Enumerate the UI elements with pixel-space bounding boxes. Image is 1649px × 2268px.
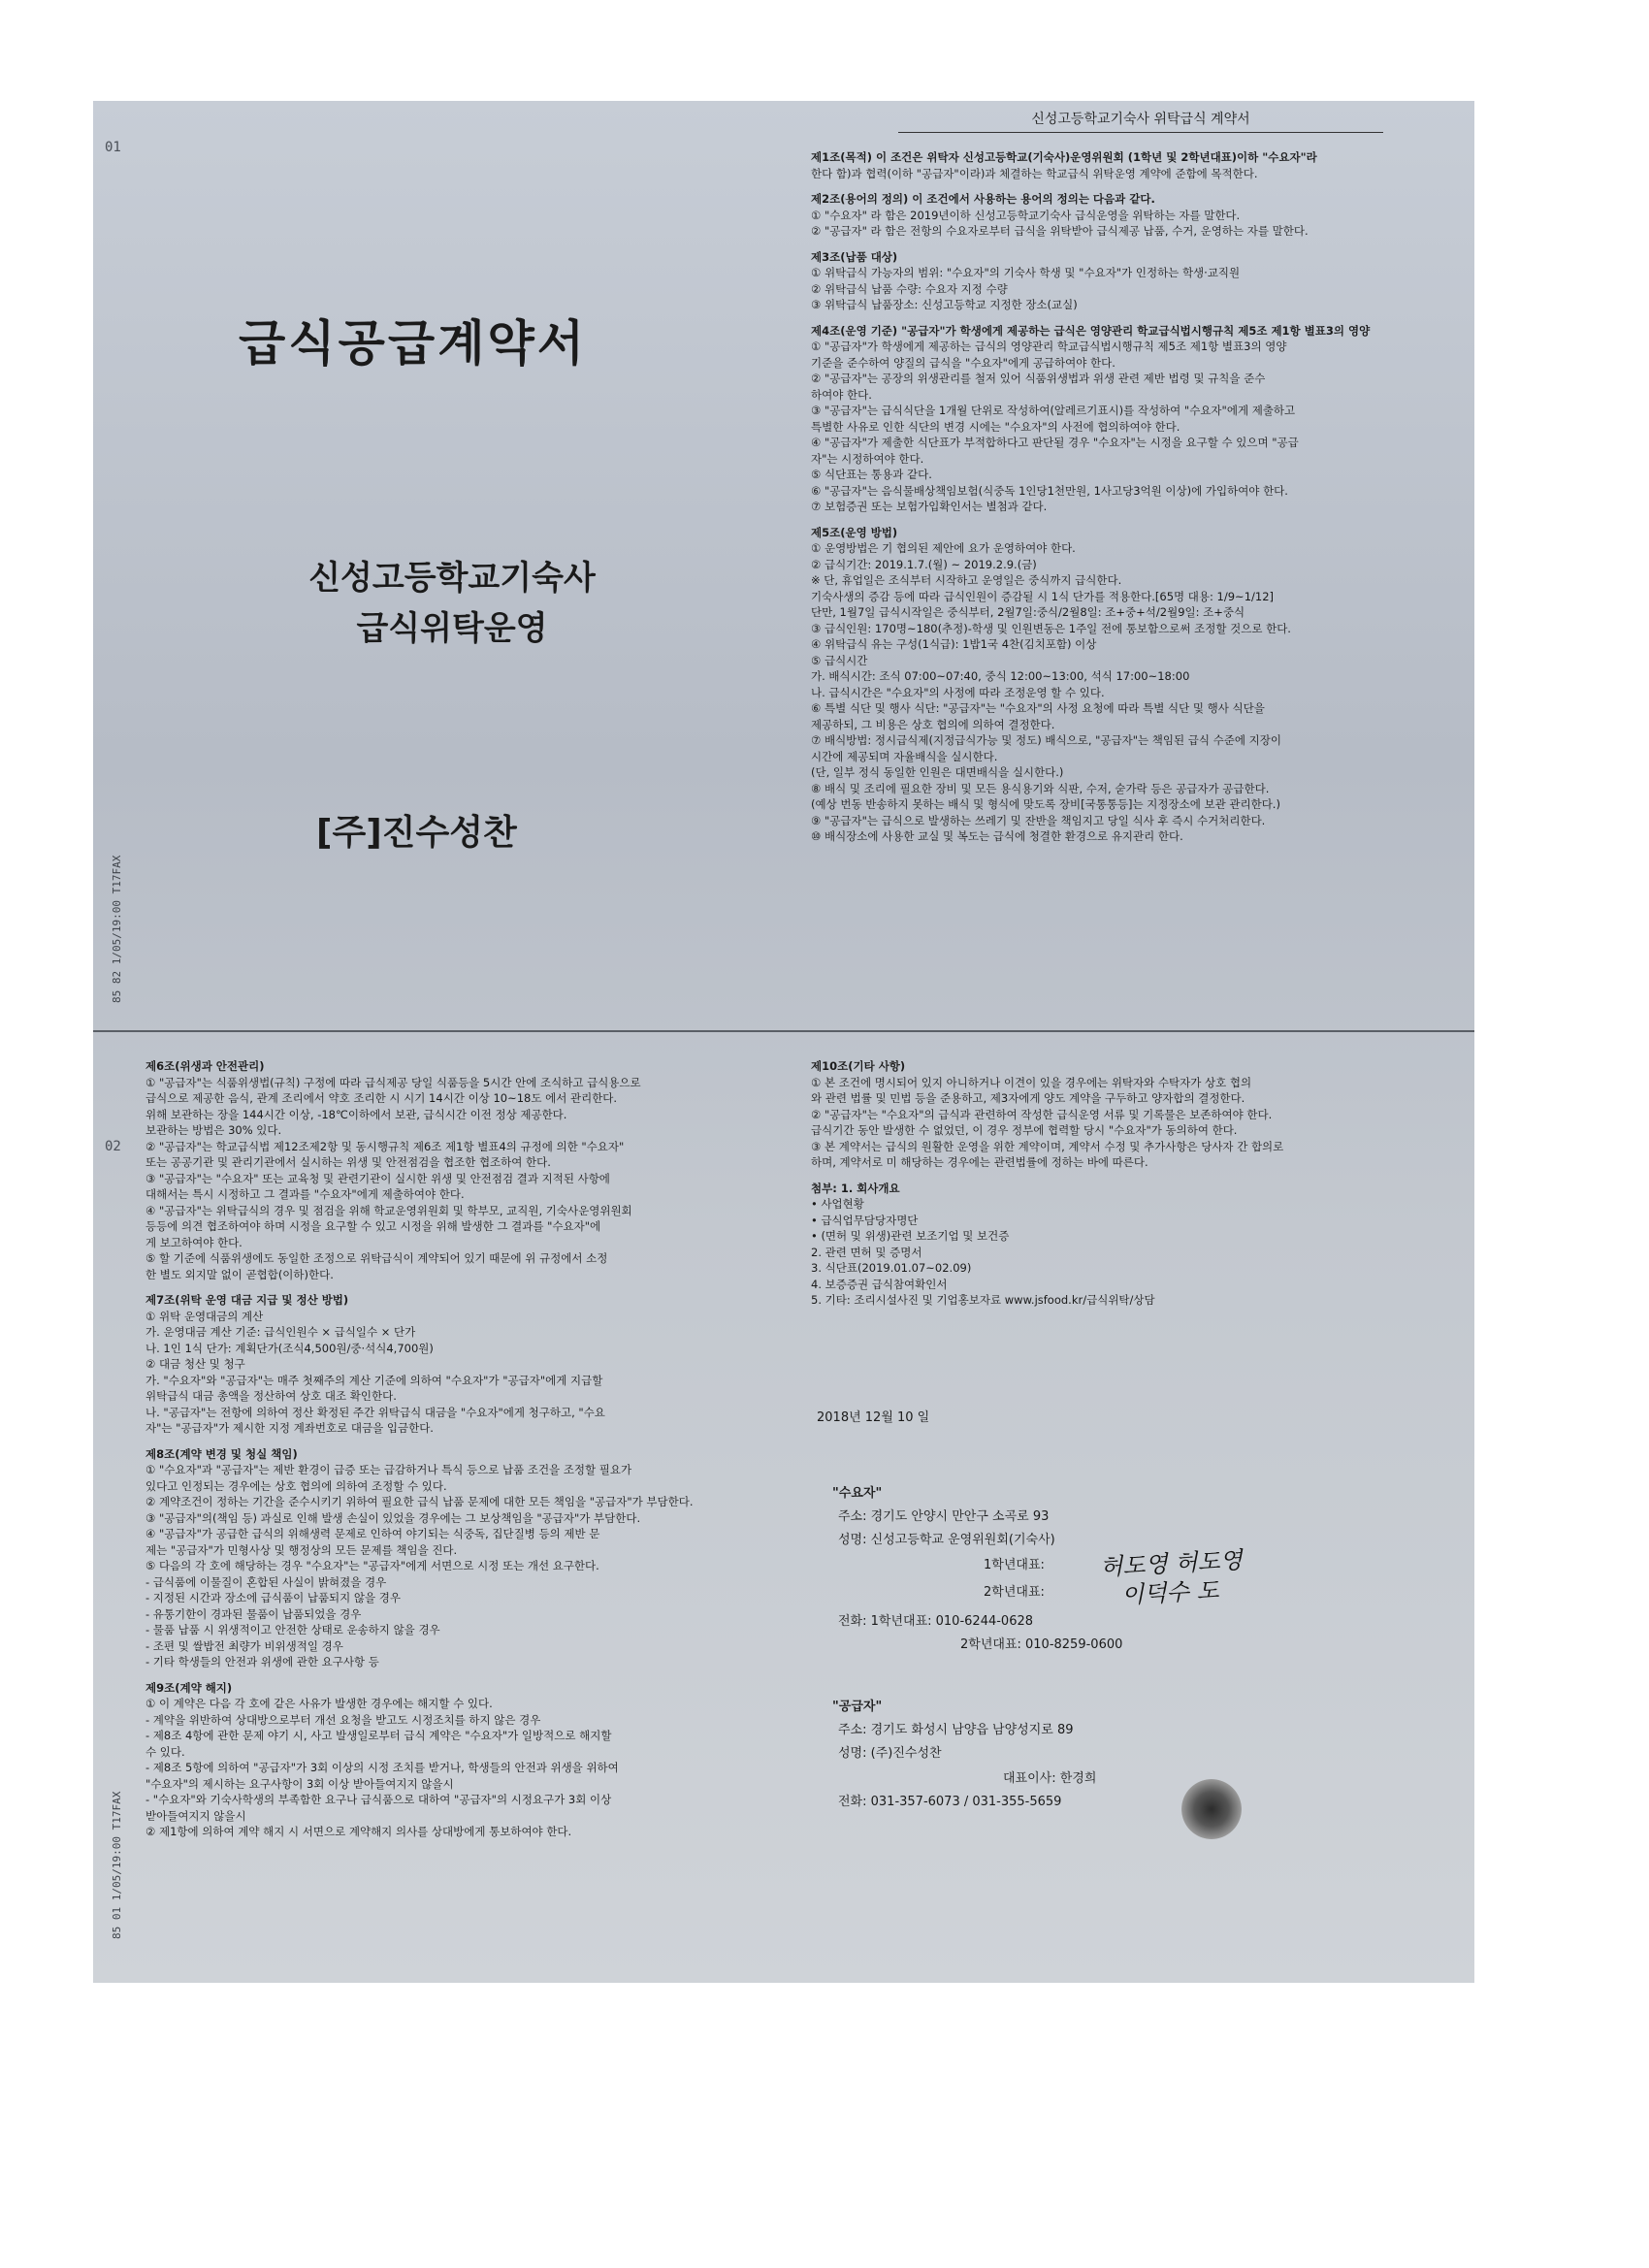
article-line: 가. "수요자"와 "공급자"는 매주 첫째주의 계산 기준에 의하여 "수요자"가 "공급자"에게 지급할 <box>146 1373 603 1387</box>
article-line: 게 보고하여야 한다. <box>146 1235 242 1249</box>
article-line: ② 제1항에 의하여 계약 해지 시 서면으로 계약해지 의사를 상대방에게 통보하여야 한다. <box>146 1825 572 1838</box>
article-line: "수요자"의 제시하는 요구사항이 3회 이상 받아들여지지 않을시 <box>146 1776 454 1791</box>
article-block <box>811 525 1461 845</box>
consumer-rep1-label: 1학년대표: <box>984 1558 1045 1572</box>
article-heading: 첨부: 1. 회사개요 <box>811 1181 900 1195</box>
article-line: ① "공급자"는 식품위생법(규칙) 구정에 따라 급식제공 당일 식품등을 5시간 안에 조식하고 급식용으로 <box>146 1075 641 1089</box>
article-line: - 기타 학생들의 안전과 위생에 관한 요구사항 등 <box>146 1655 379 1669</box>
article-line: 나. 급식시간은 "수요자"의 사정에 따라 조정운영 할 수 있다. <box>811 685 1105 699</box>
article-line: • 급식업무담당자명단 <box>811 1213 919 1227</box>
consumer-phone1: 전화: 1학년대표: 010-6244-0628 <box>838 1614 1034 1629</box>
article-block <box>811 191 1461 240</box>
article-line: 기준을 준수하여 양질의 급식을 "수요자"에게 공급하여야 한다. <box>811 355 1116 370</box>
article-line: 한다 함)과 협력(이하 "공급자"이라)과 체결하는 학교급식 위탁운영 계약에 준함에 목적한다. <box>811 166 1258 180</box>
article-line: ③ "공급자"는 "수요자" 또는 교육청 및 관련기관이 실시한 위생 및 안전점검 결과 지적된 사항에 <box>146 1171 610 1185</box>
article-line: 5. 기타: 조리시설사진 및 기업홍보자료 www.jsfood.kr/급식위탁/상담 <box>811 1293 1155 1307</box>
article-line: 등등에 의견 협조하여야 하며 시정을 요구할 수 있고 시정을 위해 발생한 그 결과를 "수요자"에 <box>146 1219 601 1233</box>
article-line: - 지정된 시간과 장소에 급식품이 납품되지 않을 경우 <box>146 1591 402 1604</box>
contract-bottom-left <box>93 1047 777 1968</box>
article-line: ② "공급자"는 학교급식법 제12조제2항 및 동시행규칙 제6조 제1항 별표4의 규정에 의한 "수요자" <box>146 1139 625 1153</box>
article-heading: 제10조(기타 사항) <box>811 1059 906 1073</box>
article-line: 보관하는 방법은 30% 있다. <box>146 1123 282 1137</box>
article-line: ④ "공급자"가 공급한 급식의 위해생력 문제로 인하여 야기되는 식중독, 집단질병 등의 제반 문 <box>146 1527 600 1540</box>
supplier-address: 주소: 경기도 화성시 남양읍 남양성지로 89 <box>838 1723 1074 1737</box>
article-heading: 제8조(계약 변경 및 청실 책임) <box>146 1446 298 1461</box>
article-line: - 급식품에 이물질이 혼합된 사실이 밝혀졌을 경우 <box>146 1574 387 1589</box>
contract-date: 2018년 12월 10 일 <box>817 1410 930 1425</box>
consumer-rep1-signature: 허도영 허도영 <box>1099 1546 1244 1581</box>
scanned-sheet <box>93 101 1474 1983</box>
article-line: ⑤ 할 기준에 식품위생에도 동일한 조정으로 위탁급식이 계약되어 있기 때문에 위 규정에서 소정 <box>146 1251 608 1265</box>
article-line: 제공하되, 그 비용은 상호 협의에 의하여 결정한다. <box>811 717 1055 731</box>
article-block <box>811 1181 1461 1309</box>
article-line: 가. 운영대금 계산 기준: 급식인원수 × 급식일수 × 단가 <box>146 1325 416 1339</box>
article-line: ① 운영방법은 기 협의된 제안에 요가 운영하여야 한다. <box>811 541 1076 555</box>
article-line: ② 위탁급식 납품 수량: 수요자 지정 수량 <box>811 281 1008 296</box>
article-line: ⑤ 급식시간 <box>811 653 868 667</box>
article-line: ② "공급자" 라 함은 전항의 수요자로부터 급식을 위탁받아 급식제공 납품, 수거, 운영하는 자를 말한다. <box>811 224 1309 238</box>
article-line: 급식으로 제공한 음식, 관계 조리에서 약호 조리한 시 시기 14시간 이상 10~18도 에서 관리한다. <box>146 1091 618 1105</box>
article-line: 와 관련 법률 및 민법 등을 준용하고, 제3자에게 양도 계약을 구두하고 양자합의 결정한다. <box>811 1091 1245 1105</box>
article-line: ⑥ "공급자"는 음식물배상책임보험(식중독 1인당1천만원, 1사고당3억원 이상)에 가입하여야 한다. <box>811 483 1288 498</box>
contract-header: 신성고등학교기숙사 위탁급식 계약서 <box>898 109 1383 133</box>
consumer-rep2-label: 2학년대표: <box>984 1585 1045 1600</box>
article-line: 또는 공공기관 및 관리기관에서 실시하는 위생 및 안전점검을 협조한 협조하여 한다. <box>146 1155 551 1169</box>
cover-subtitle <box>258 553 646 654</box>
article-line: 위탁급식 대금 총액을 정산하여 상호 대조 확인한다. <box>146 1389 397 1403</box>
article-line: ② 급식기간: 2019.1.7.(월) ~ 2019.2.9.(금) <box>811 557 1037 571</box>
article-line: 2. 관련 면허 및 증명서 <box>811 1245 922 1259</box>
article-line: 제는 "공급자"가 민형사상 및 행정상의 모든 문제를 책임을 진다. <box>146 1542 458 1557</box>
article-block <box>146 1446 776 1670</box>
article-block <box>811 149 1461 181</box>
consumer-phone2: 2학년대표: 010-8259-0600 <box>960 1637 1123 1652</box>
article-line: ① "수요자" 라 함은 2019년이하 신성고등학교기숙사 급식운영을 위탁하는 자를 말한다. <box>811 208 1241 222</box>
page-mark-bottom: 02 <box>105 1139 121 1154</box>
article-block <box>811 249 1461 313</box>
article-line: ※ 단, 휴업일은 조식부터 시작하고 운영일은 중식까지 급식한다. <box>811 573 1122 587</box>
article-line: ① 위탁급식 가능자의 범위: "수요자"의 기숙사 학생 및 "수요자"가 인정하는 학생·교직원 <box>811 266 1241 279</box>
article-line: 시간에 제공되며 자율배식을 실시한다. <box>811 749 998 763</box>
article-line: ⑤ 다음의 각 호에 해당하는 경우 "수요자"는 "공급자"에게 서면으로 시정 또는 개선 요구한다. <box>146 1559 599 1572</box>
article-line: • 사업현황 <box>811 1197 864 1211</box>
article-line: 4. 보증증권 급식참여확인서 <box>811 1277 948 1291</box>
sheet-divider <box>93 1030 1474 1032</box>
article-line: 나. "공급자"는 전항에 의하여 정산 확정된 주간 위탁급식 대금을 "수요자"에게 청구하고, "수요 <box>146 1405 605 1419</box>
article-heading: 제5조(운영 방법) <box>811 525 898 539</box>
article-line: 자"는 "공급자"가 제시한 지정 계좌번호로 대금을 입금한다. <box>146 1421 434 1435</box>
article-block <box>811 323 1461 515</box>
supplier-label: "공급자" <box>832 1700 883 1714</box>
article-line: 특별한 사유로 인한 식단의 변경 시에는 "수요자"의 사전에 협의하여야 한다. <box>811 419 1180 434</box>
article-line: 급식기간 동안 발생한 수 없었던, 이 경우 정부에 협력할 당시 "수요자"가 동의하여 한다. <box>811 1123 1238 1137</box>
article-heading: 제3조(납품 대상) <box>811 249 898 264</box>
supplier-name: 성명: (주)진수성찬 <box>838 1746 942 1761</box>
cover-company: [주]진수성찬 <box>316 813 517 853</box>
article-line: ③ 급식인원: 170명~180(추정)-학생 및 인원변동은 1주일 전에 통보함으로써 조정할 것으로 한다. <box>811 621 1291 635</box>
article-line: (예상 번동 반송하지 못하는 배식 및 형식에 맞도록 장비[국통통등]는 지정장소에 보관 관리한다.) <box>811 797 1280 811</box>
article-line: ① 위탁 운영대금의 계산 <box>146 1309 264 1323</box>
article-line: ④ "공급자"가 제출한 식단표가 부적합하다고 판단될 경우 "수요자"는 시정을 요구할 수 있으며 "공급 <box>811 436 1299 449</box>
article-heading: 제7조(위탁 운영 대금 지급 및 정산 방법) <box>146 1293 349 1307</box>
consumer-address: 주소: 경기도 안양시 만안구 소곡로 93 <box>838 1509 1050 1524</box>
cover-title: 급식공급계약서 <box>239 315 588 372</box>
article-line: ⑩ 배식장소에 사용한 교실 및 복도는 급식에 청결한 환경으로 유지관리 한다. <box>811 829 1183 843</box>
articles-1-to-5 <box>811 149 1461 855</box>
article-line: 나. 1인 1식 단가: 계획단가(조식4,500원/중·석식4,700원) <box>146 1341 434 1355</box>
article-line: ④ "공급자"는 위탁급식의 경우 및 점검을 위해 학교운영위원회 및 학부모, 교직원, 기숙사운영위원회 <box>146 1203 632 1217</box>
article-line: ⑥ 특별 식단 및 행사 식단: "공급자"는 "수요자"의 사정 요청에 따라 특별 식단 및 행사 식단을 <box>811 701 1265 715</box>
article-block <box>146 1292 776 1437</box>
article-heading: 제2조(용어의 정의) 이 조건에서 사용하는 용어의 정의는 다음과 같다. <box>811 192 1155 206</box>
article-heading: 제4조(운영 기준) "공급자"가 학생에게 제공하는 급식은 영양관리 학교급식법시행규칙 제5조 제1항 별표3의 영양 <box>811 323 1371 338</box>
article-line: 하여야 한다. <box>811 387 872 402</box>
article-line: ① 본 조건에 명시되어 있지 아니하거나 이견이 있을 경우에는 위탁자와 수탁자가 상호 협의 <box>811 1075 1252 1089</box>
article-line: ③ "공급자"는 급식식단을 1개월 단위로 작성하여(알레르기표시)를 작성하여 "수요자"에게 제출하고 <box>811 404 1296 417</box>
article-line: ② "공급자"는 "수요자"의 급식과 관련하여 작성한 급식운영 서류 및 기록물은 보존하여야 한다. <box>811 1107 1273 1121</box>
consumer-name: 성명: 신성고등학교 운영위원회(기숙사) <box>838 1533 1055 1547</box>
article-block <box>146 1680 776 1840</box>
article-block <box>811 1058 1461 1171</box>
article-line: - 계약을 위반하여 상대방으로부터 개선 요청을 받고도 시정조치를 하지 않은 경우 <box>146 1712 541 1727</box>
article-line: ① 이 계약은 다음 각 호에 같은 사유가 발생한 경우에는 해지할 수 있다. <box>146 1697 493 1710</box>
article-line: 대해서는 특시 시정하고 그 결과를 "수요자"에게 제출하여야 한다. <box>146 1187 465 1201</box>
article-block <box>146 1058 776 1282</box>
article-line: - 제8조 5항에 의하여 "공급자"가 3회 이상의 시정 조치를 받거나, 학생들의 안전과 위생을 위하여 <box>146 1761 619 1774</box>
article-line: • (면허 및 위생)관련 보조기업 및 보건증 <box>811 1229 1010 1243</box>
article-line: ⑨ "공급자"는 급식으로 발생하는 쓰레기 및 잔반을 책임지고 당일 식사 후 즉시 수거처리한다. <box>811 813 1266 827</box>
articles-6-to-9 <box>146 1058 776 1850</box>
article-heading: 제9조(계약 해지) <box>146 1680 233 1695</box>
article-line: ⑦ 보험증권 또는 보험가입확인서는 별첨과 같다. <box>811 500 1048 513</box>
article-line: ⑦ 배식방법: 정시급식제(지정급식가능 및 정도) 배식으로, "공급자"는 책임된 급식 수준에 지장이 <box>811 733 1281 747</box>
article-line: ② 대금 청산 및 청구 <box>146 1357 245 1371</box>
article-line: - "수요자"와 기숙사학생의 부족함한 요구나 급식품으로 대하여 "공급자"의 시정요구가 3회 이상 <box>146 1793 612 1806</box>
article-line: 자"는 시정하여야 한다. <box>811 451 924 466</box>
article-line: 3. 식단표(2019.01.07~02.09) <box>811 1261 972 1275</box>
supplier-ceo: 대표이사: 한경희 <box>1003 1771 1097 1786</box>
article-line: ④ 위탁급식 유는 구성(1식급): 1밥1국 4찬(김치포함) 이상 <box>811 637 1097 651</box>
article-line: - 조편 및 쌀밥전 최량가 비위생적일 경우 <box>146 1638 343 1653</box>
article-line: - 유통기한이 경과된 물품이 납품되었을 경우 <box>146 1606 362 1621</box>
article-line: ② 계약조건이 정하는 기간을 준수시키기 위하여 필요한 급식 납품 문제에 대한 모든 책임을 "공급자"가 부담한다. <box>146 1495 694 1508</box>
contract-top-right <box>801 101 1461 1032</box>
fax-strip-bottom: 85 01 1/05/19:00 T17FAX <box>111 1791 123 1939</box>
article-line: 받아들여지지 않을시 <box>146 1808 246 1823</box>
articles-10-and-attachments <box>811 1058 1461 1318</box>
article-line: ① "공급자"가 학생에게 제공하는 급식의 영양관리 학교급식법시행규칙 제5조 제1항 별표3의 영양 <box>811 340 1287 353</box>
cover-subtitle-line2: 급식위탁운영 <box>356 609 548 648</box>
article-line: (단, 일부 정식 동일한 인원은 대면배식을 실시한다.) <box>811 765 1064 779</box>
article-line: 기숙사생의 증감 등에 따라 급식인원이 증감될 시 1식 단가를 적용한다.[65명 대용: 1/9~1/12] <box>811 589 1275 603</box>
article-line: ① "수요자"과 "공급자"는 제반 환경이 급증 또는 급감하거나 특식 등으로 납품 조건을 조정할 필요가 <box>146 1463 632 1476</box>
article-line: 단만, 1월7일 급식시작일은 중식부터, 2월7일:중식/2월8일: 조+중+석/2월9일: 조+중식 <box>811 605 1245 619</box>
article-heading: 제1조(목적) 이 조건은 위탁자 신성고등학교(기숙사)운영위원회 (1학년 및 2학년대표)이하 "수요자"라 <box>811 150 1317 164</box>
page-mark-top: 01 <box>105 140 121 155</box>
article-heading: 제6조(위생과 안전관리) <box>146 1059 265 1073</box>
consumer-rep2-signature: 이덕수 도 <box>1120 1576 1220 1609</box>
article-line: 위해 보관하는 장을 144시간 이상, -18℃이하에서 보관, 급식시간 이전 정상 제공한다. <box>146 1107 567 1121</box>
article-line: ③ 위탁급식 납품장소: 신성고등학교 지정한 장소(교실) <box>811 298 1078 311</box>
article-line: - 제8조 4항에 관한 문제 야기 시, 사고 발생일로부터 급식 계약은 "수요자"가 일방적으로 해지할 <box>146 1729 612 1742</box>
consumer-label: "수요자" <box>832 1486 883 1501</box>
fax-strip-top: 85 82 1/05/19:00 T17FAX <box>111 855 123 1003</box>
article-line: ③ 본 계약서는 급식의 원활한 운영을 위한 계약이며, 계약서 수정 및 추가사항은 당사자 간 합의로 <box>811 1139 1284 1153</box>
article-line: 가. 배식시간: 조식 07:00~07:40, 중식 12:00~13:00, 석식 17:00~18:00 <box>811 669 1190 683</box>
article-line: - 물품 납품 시 위생적이고 안전한 상태로 운송하지 않을 경우 <box>146 1623 440 1636</box>
article-line: ③ "공급자"의(책임 등) 과실로 인해 발생 손실이 있었을 경우에는 그 보상책임을 "공급자"가 부담한다. <box>146 1510 641 1525</box>
article-line: 하며, 계약서로 미 해당하는 경우에는 관련법률에 정하는 바에 따른다. <box>811 1155 1148 1169</box>
article-line: 한 별도 외지말 없이 곧협합(이하)한다. <box>146 1267 334 1281</box>
article-line: ⑤ 식단표는 통용과 같다. <box>811 468 932 481</box>
article-line: 수 있다. <box>146 1744 185 1759</box>
article-line: ② "공급자"는 공장의 위생관리를 철저 있어 식품위생법과 위생 관련 제반 법령 및 규칙을 준수 <box>811 372 1266 385</box>
cover-subtitle-line1: 신성고등학교기숙사 <box>308 559 596 598</box>
article-line: 있다고 인정되는 경우에는 상호 협의에 의하여 조정할 수 있다. <box>146 1478 447 1493</box>
article-line: ⑧ 배식 및 조리에 필요한 장비 및 모든 용식용기와 식판, 수저, 숟가락 등은 공급자가 공급한다. <box>811 781 1270 795</box>
supplier-phone: 전화: 031-357-6073 / 031-355-5659 <box>838 1795 1062 1809</box>
company-seal-stamp <box>1181 1779 1242 1839</box>
